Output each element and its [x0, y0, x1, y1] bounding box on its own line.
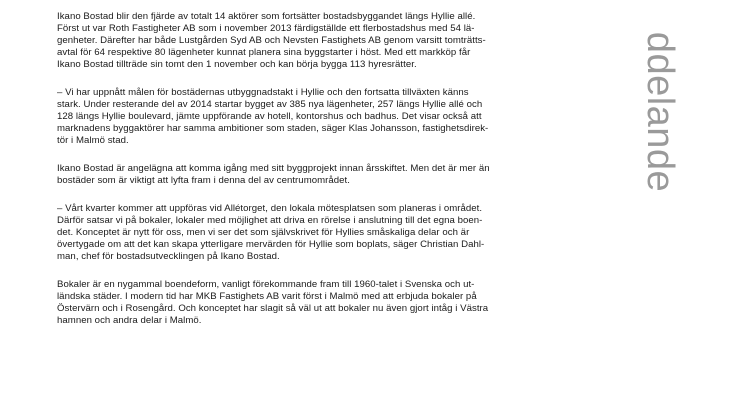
text-line: – Vi har uppnått målen för bostädernas utbyggnadstakt i Hyllie och den fortsatta tillväxten känns	[57, 87, 469, 98]
paragraph-4-quote-christian-dahlman	[57, 203, 585, 263]
text-line: man, chef för bostadsutvecklingen på Ikano Bostad.	[57, 251, 280, 262]
text-line: 128 längs Hyllie boulevard, jämte uppförande av hotell, kontorshus och badhus. Det visar också att	[57, 111, 482, 122]
text-line: hamnen och andra delar i Malmö.	[57, 315, 202, 326]
text-line: Ikano Bostad är angelägna att komma igång med sitt byggprojekt innan årsskiftet. Men det är mer än	[57, 163, 490, 174]
text-line: Ikano Bostad tillträde sin tomt den 1 november och kan börja bygga 113 hyresrätter.	[57, 59, 417, 70]
text-line: Östervärn och i Rosengård. Och konceptet har slagit så väl ut att bokaler nu även gjort intåg i Västra	[57, 303, 489, 314]
text-line: marknadens byggaktörer har samma ambitioner som staden, säger Klas Johansson, fastighetsdirek-	[57, 123, 489, 134]
paragraph-3	[57, 163, 585, 187]
press-release-body	[57, 11, 585, 343]
text-line: Därför satsar vi på bokaler, lokaler med möjlighet att driva en rörelse i anslutning till det egna boen-	[57, 215, 483, 226]
paragraph-5	[57, 279, 585, 327]
text-line: – Vårt kvarter kommer att uppföras vid Allétorget, den lokala mötesplatsen som planeras i området.	[57, 203, 483, 214]
paragraph-1	[57, 11, 585, 71]
vertical-heading-text: ddelande	[639, 31, 681, 193]
text-line: Ikano Bostad blir den fjärde av totalt 14 aktörer som fortsätter bostadsbyggandet längs Hyllie allé.	[57, 11, 476, 22]
text-line: övertygade om att det kan skapa ytterligare mervärden för Hyllie som boplats, säger Christian Dahl-	[57, 239, 485, 250]
text-line: bostäder som är viktigt att lyfta fram i denna del av centrumområdet.	[57, 175, 350, 186]
text-line: ländska städer. I modern tid har MKB Fastighets AB varit först i Malmö med att erbjuda bokaler på	[57, 291, 477, 302]
text-line: tör i Malmö stad.	[57, 135, 129, 146]
text-line: det. Konceptet är nytt för oss, men vi ser det som självskrivet för Hyllies småskaliga delar och är	[57, 227, 470, 238]
text-line: Bokaler är en nygammal boendeform, vanligt förekommande fram till 1960-talet i Svenska och ut-	[57, 279, 475, 290]
paragraph-2-quote-klas-johansson	[57, 87, 585, 147]
text-line: avtal för 64 respektive 80 lägenheter kunnat planera sina byggstarter i höst. Med ett markköp får	[57, 47, 471, 58]
sidebar-vertical-heading	[640, 0, 680, 228]
text-line: stark. Under resterande del av 2014 startar bygget av 385 nya lägenheter, 257 längs Hyllie allé och	[57, 99, 483, 110]
text-line: Först ut var Roth Fastigheter AB som i november 2013 färdigställde ett flerbostadshus med 54 lä-	[57, 23, 475, 34]
text-line: genheter. Därefter har både Lustgården Syd AB och Nevsten Fastighets AB genom varsitt tomträtts-	[57, 35, 486, 46]
